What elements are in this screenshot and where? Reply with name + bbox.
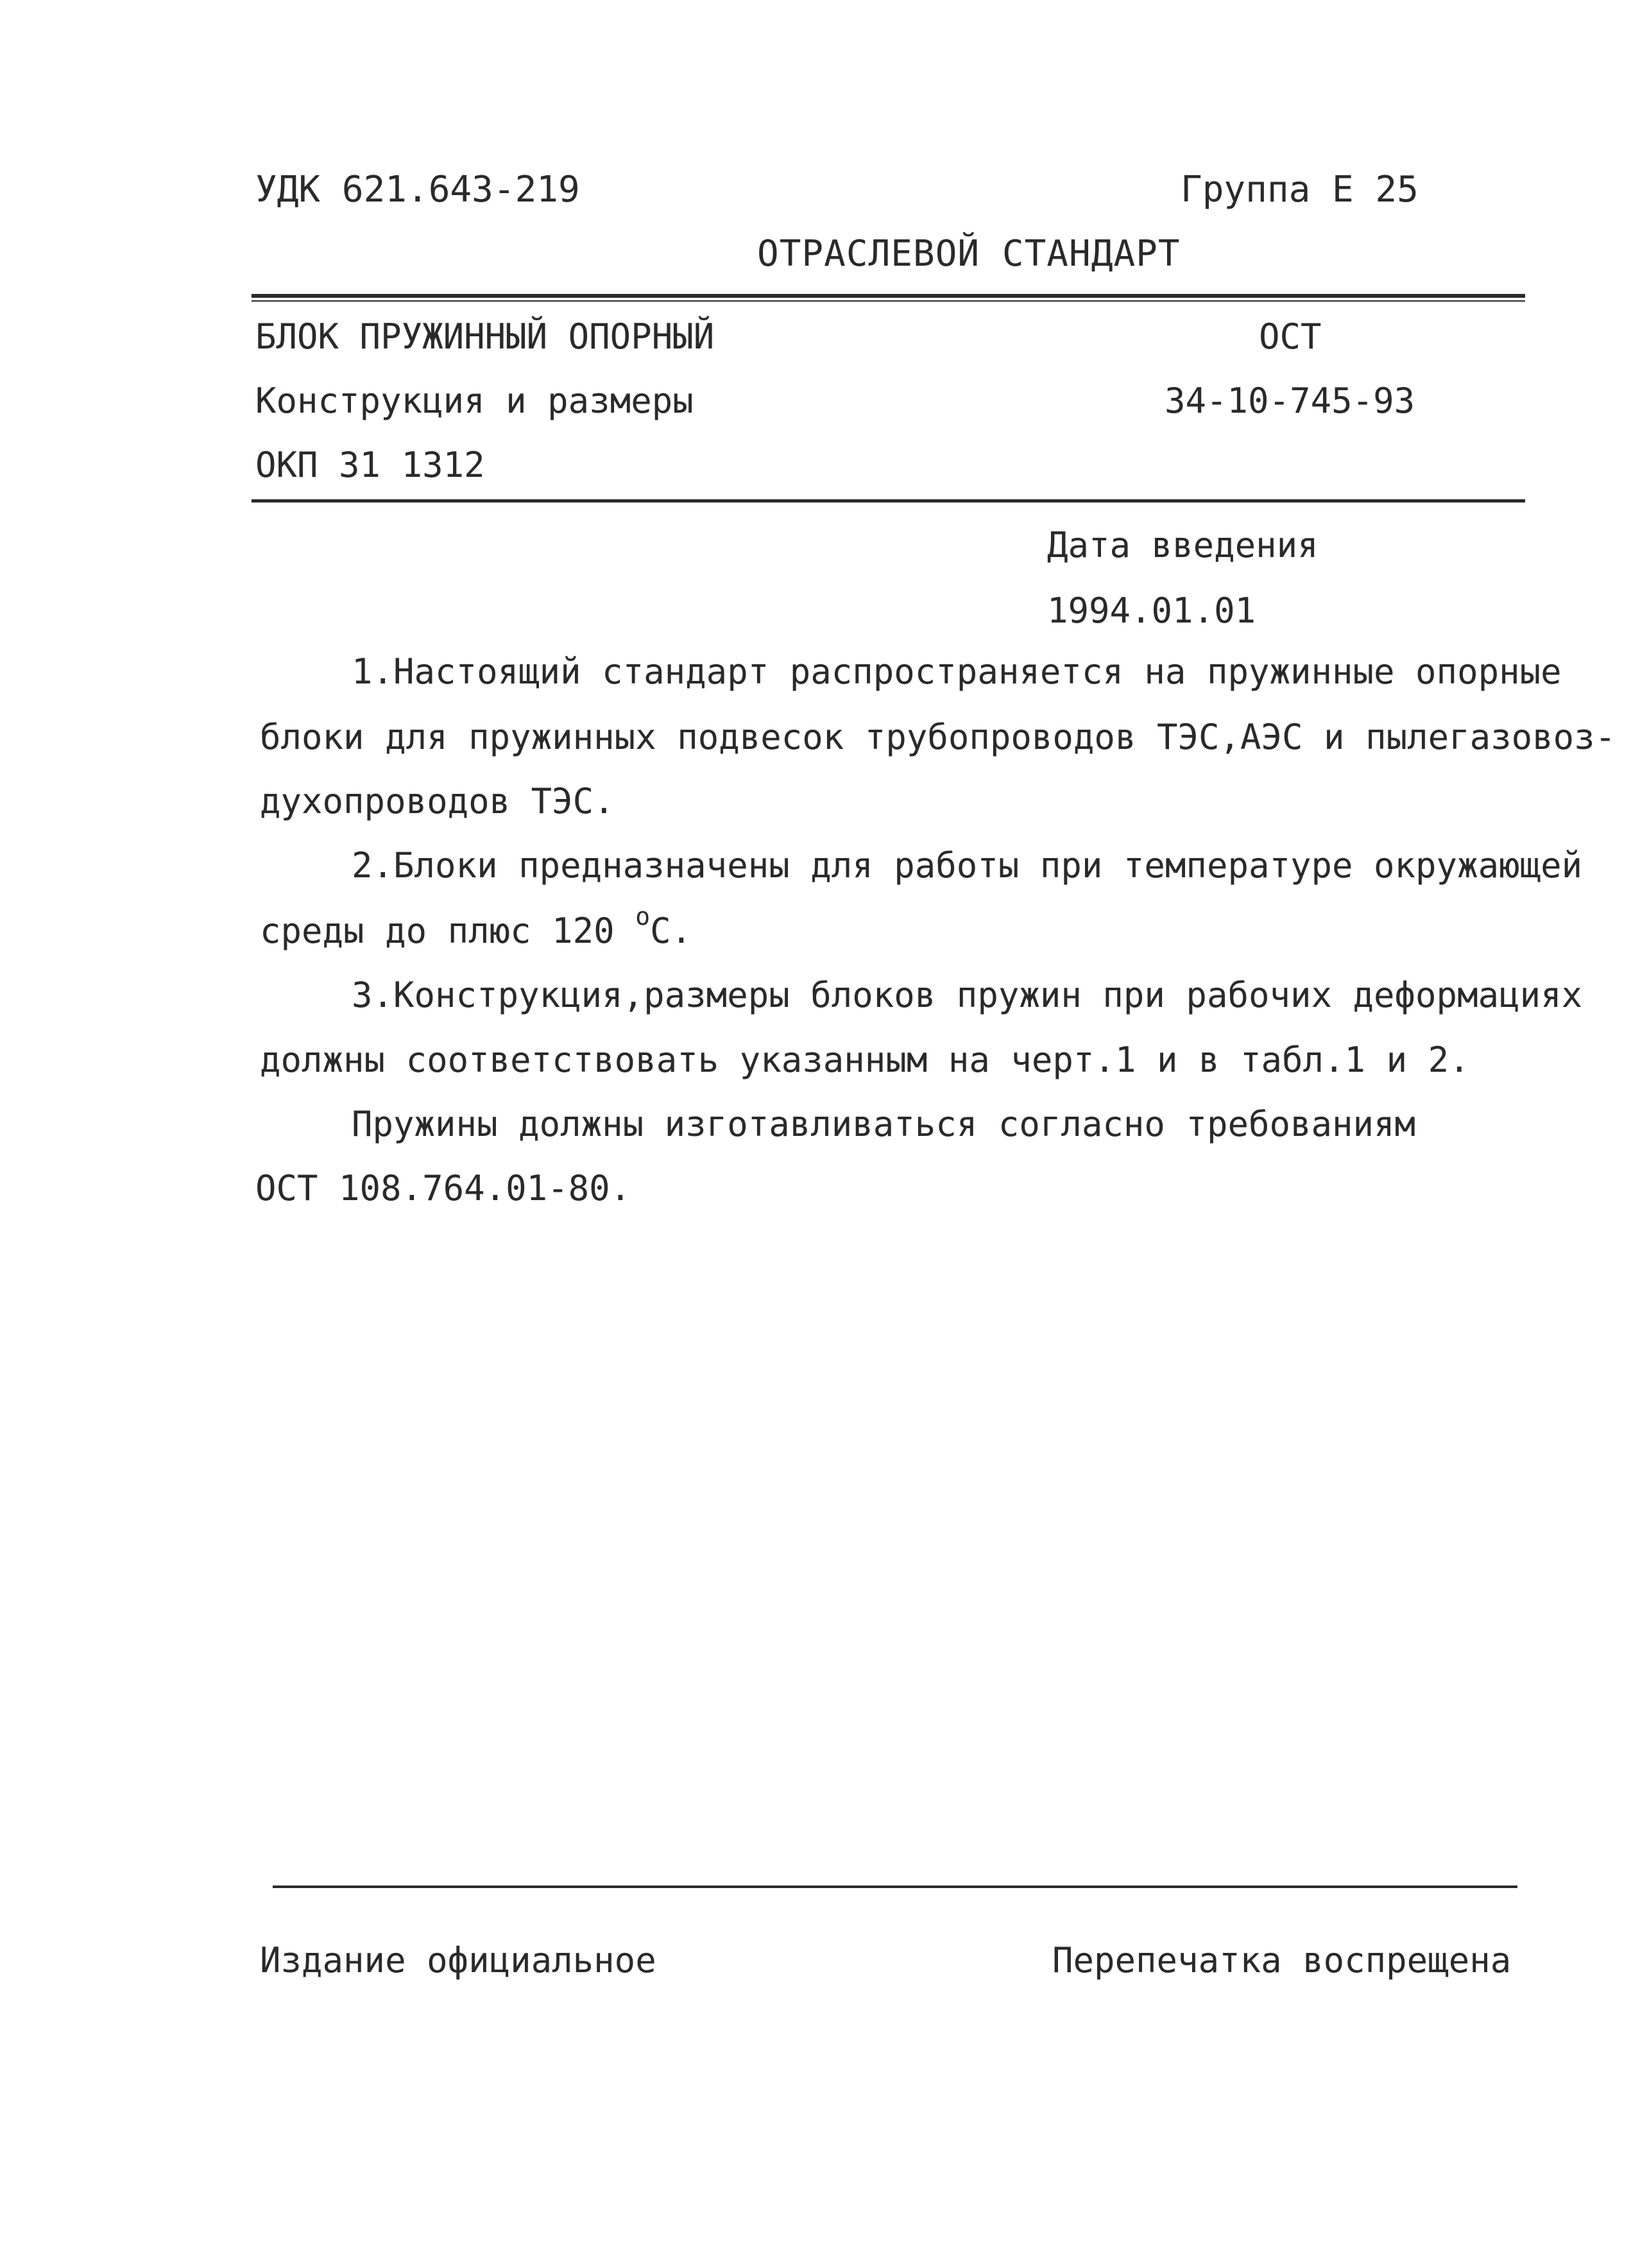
intro-date-label: Дата введения [1047,525,1319,565]
group-code: Группа Е 25 [1181,169,1419,210]
title-bottom-rule [252,499,1525,503]
paragraph-1-line-3: духопроводов ТЭС. [260,781,615,821]
document-title: БЛОК ПРУЖИННЫЙ ОПОРНЫЙ [255,316,715,357]
temperature-unit: С. [650,911,692,951]
ost-label: ОСТ [1259,316,1322,357]
paragraph-2-line-1: 2.Блоки предназначены для работы при температуре окружающей [352,845,1583,886]
standard-type-heading: ОТРАСЛЕВОЙ СТАНДАРТ [757,233,1181,275]
paragraph-1-line-1: 1.Настоящий стандарт распространяется на пружинные опорные [352,651,1562,692]
paragraph-3-line-1: 3.Конструкция,размеры блоков пружин при рабочих деформациях [352,975,1583,1015]
paragraph-4-line-2: ОСТ 108.764.01-80. [255,1168,631,1208]
udk-code: УДК 621.643-219 [255,169,580,210]
paragraph-3-line-2: должны соответствовать указанным на черт.1 и в табл.1 и 2. [260,1040,1470,1080]
paragraph-1-line-2: блоки для пружинных подвесок трубопроводов ТЭС,АЭС и пылегазовоз- [260,717,1616,757]
intro-date-value: 1994.01.01 [1047,590,1256,631]
top-rule-thin [252,300,1525,302]
official-edition-note: Издание официальное [260,1940,656,1980]
reprint-prohibited-note: Перепечатка воспрещена [1052,1940,1512,1980]
degree-sign: o [635,902,651,931]
top-rule [252,294,1525,298]
footer-rule [273,1886,1517,1888]
paragraph-4-line-1: Пружины должны изготавливаться согласно требованиям [352,1104,1416,1144]
ost-number: 34-10-745-93 [1165,381,1415,421]
temperature-text: среды до плюс 120 [260,911,636,951]
paragraph-2-line-2 [260,902,692,951]
document-subtitle: Конструкция и размеры [255,381,694,421]
okp-code: ОКП 31 1312 [255,445,485,485]
